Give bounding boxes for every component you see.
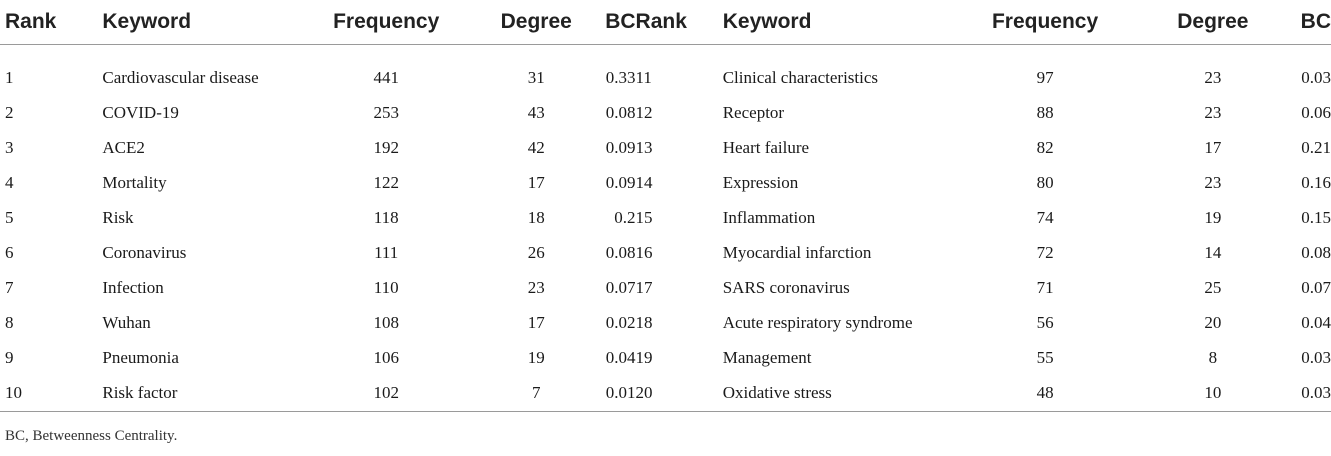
cell-frequency: 72 (1036, 242, 1054, 262)
cell-degree: 31 (527, 67, 545, 87)
cell-degree: 7 (477, 375, 595, 412)
cell-rank: 19 (635, 347, 653, 367)
cell-keyword: Receptor (722, 102, 785, 122)
cell-keyword: COVID-19 (102, 102, 179, 122)
table-row (0, 235, 1331, 270)
cell-rank: 20 (636, 375, 723, 412)
cell-bc: 0.08 (605, 102, 636, 122)
cell-bc: 0.09 (605, 172, 636, 192)
cell-rank: 17 (635, 277, 653, 297)
cell-rank: 16 (635, 242, 653, 262)
cell-degree: 18 (527, 207, 545, 227)
cell-frequency: 71 (1036, 277, 1054, 297)
cell-bc: 0.33 (605, 67, 636, 87)
cell-keyword: Pneumonia (102, 347, 179, 367)
cell-keyword: Risk factor (102, 375, 295, 412)
cell-rank: 18 (635, 312, 653, 332)
table-row (0, 95, 1331, 130)
cell-frequency: 122 (373, 172, 399, 192)
header-degree-left: Degree (477, 0, 595, 45)
table-row (0, 270, 1331, 305)
cell-degree: 26 (527, 242, 545, 262)
table-body (0, 45, 1331, 412)
header-frequency-right: Frequency (931, 0, 1160, 45)
cell-keyword: Inflammation (722, 207, 816, 227)
cell-bc: 0.04 (1301, 312, 1331, 332)
cell-degree: 43 (527, 102, 545, 122)
cell-keyword: Clinical characteristics (722, 67, 879, 87)
cell-bc: 0.08 (1301, 242, 1331, 262)
table-row (0, 200, 1331, 235)
cell-rank: 10 (0, 375, 102, 412)
cell-frequency: 102 (295, 375, 477, 412)
cell-degree: 17 (1204, 137, 1222, 157)
cell-rank: 3 (5, 137, 14, 157)
cell-bc: 0.01 (595, 375, 636, 412)
header-keyword-left: Keyword (102, 0, 295, 45)
cell-keyword: Myocardial infarction (722, 242, 872, 262)
cell-keyword: Cardiovascular disease (102, 67, 259, 87)
cell-frequency: 88 (1036, 102, 1054, 122)
cell-bc: 0.06 (1301, 102, 1331, 122)
spacer-row (0, 45, 1331, 61)
cell-degree: 19 (1204, 207, 1222, 227)
cell-frequency: 192 (373, 137, 399, 157)
table-footnote: BC, Betweenness Centrality. (5, 428, 178, 444)
table-row (0, 340, 1331, 375)
cell-degree: 8 (1208, 347, 1218, 367)
cell-rank: 15 (635, 207, 653, 227)
cell-bc: 0.16 (1301, 172, 1331, 192)
cell-bc: 0.03 (1301, 67, 1331, 87)
cell-bc: 0.15 (1301, 207, 1331, 227)
cell-degree: 17 (527, 172, 545, 192)
cell-keyword: Mortality (102, 172, 167, 192)
header-rank-right: Rank (636, 0, 723, 45)
cell-bc: 0.07 (605, 277, 636, 297)
cell-frequency: 82 (1036, 137, 1054, 157)
cell-keyword: Wuhan (102, 312, 151, 332)
cell-bc: 0.09 (605, 137, 636, 157)
cell-degree: 10 (1160, 375, 1266, 412)
cell-degree: 23 (1204, 67, 1222, 87)
cell-keyword: Acute respiratory syndrome (722, 312, 913, 332)
cell-keyword: Management (722, 347, 812, 367)
cell-frequency: 97 (1036, 67, 1054, 87)
cell-rank: 8 (5, 312, 14, 332)
cell-keyword: Oxidative stress (723, 375, 931, 412)
cell-rank: 4 (5, 172, 14, 192)
table-row (0, 375, 1331, 412)
cell-frequency: 110 (373, 277, 399, 297)
cell-frequency: 74 (1036, 207, 1054, 227)
table-row (0, 130, 1331, 165)
cell-rank: 5 (5, 207, 14, 227)
cell-keyword: Coronavirus (102, 242, 187, 262)
cell-keyword: Risk (102, 207, 134, 227)
cell-degree: 20 (1204, 312, 1222, 332)
cell-frequency: 118 (373, 207, 399, 227)
cell-bc: 0.04 (605, 347, 636, 367)
table-row (0, 305, 1331, 340)
cell-rank: 2 (5, 102, 14, 122)
cell-rank: 11 (635, 67, 652, 87)
cell-rank: 14 (635, 172, 653, 192)
cell-bc: 0.08 (605, 242, 636, 262)
cell-rank: 6 (5, 242, 14, 262)
cell-bc: 0.07 (1301, 277, 1331, 297)
cell-bc: 0.03 (1266, 375, 1331, 412)
cell-degree: 17 (527, 312, 545, 332)
header-bc-right: BC (1266, 0, 1331, 45)
cell-frequency: 48 (931, 375, 1160, 412)
cell-keyword: SARS coronavirus (722, 277, 850, 297)
cell-frequency: 111 (374, 242, 399, 262)
cell-frequency: 253 (373, 102, 399, 122)
spacer-cell (0, 45, 1331, 61)
cell-rank: 12 (635, 102, 653, 122)
cell-bc: 0.21 (1301, 137, 1331, 157)
cell-degree: 19 (527, 347, 545, 367)
table-row (0, 60, 1331, 95)
cell-frequency: 108 (373, 312, 399, 332)
cell-keyword: Expression (722, 172, 799, 192)
cell-rank: 9 (5, 347, 14, 367)
cell-degree: 23 (1204, 102, 1222, 122)
cell-degree: 14 (1204, 242, 1222, 262)
cell-bc: 0.03 (1301, 347, 1331, 367)
cell-keyword: ACE2 (102, 137, 145, 157)
cell-bc: 0.02 (605, 312, 636, 332)
cell-rank: 1 (5, 67, 14, 87)
cell-bc: 0.2 (614, 207, 636, 227)
header-degree-right: Degree (1160, 0, 1266, 45)
cell-frequency: 80 (1036, 172, 1054, 192)
header-keyword-right: Keyword (723, 0, 931, 45)
header-bc-left: BC (595, 0, 636, 45)
cell-frequency: 55 (1036, 347, 1054, 367)
cell-degree: 23 (527, 277, 545, 297)
cell-keyword: Infection (102, 277, 164, 297)
header-frequency-left: Frequency (295, 0, 477, 45)
header-rank-left: Rank (0, 0, 102, 45)
cell-frequency: 56 (1036, 312, 1054, 332)
table-row (0, 165, 1331, 200)
cell-degree: 42 (527, 137, 545, 157)
cell-rank: 7 (5, 277, 14, 297)
cell-keyword: Heart failure (722, 137, 810, 157)
header-row (0, 0, 1331, 45)
cell-degree: 23 (1204, 172, 1222, 192)
cell-frequency: 441 (373, 67, 399, 87)
cell-rank: 13 (635, 137, 653, 157)
cell-frequency: 106 (373, 347, 399, 367)
cell-degree: 25 (1204, 277, 1222, 297)
